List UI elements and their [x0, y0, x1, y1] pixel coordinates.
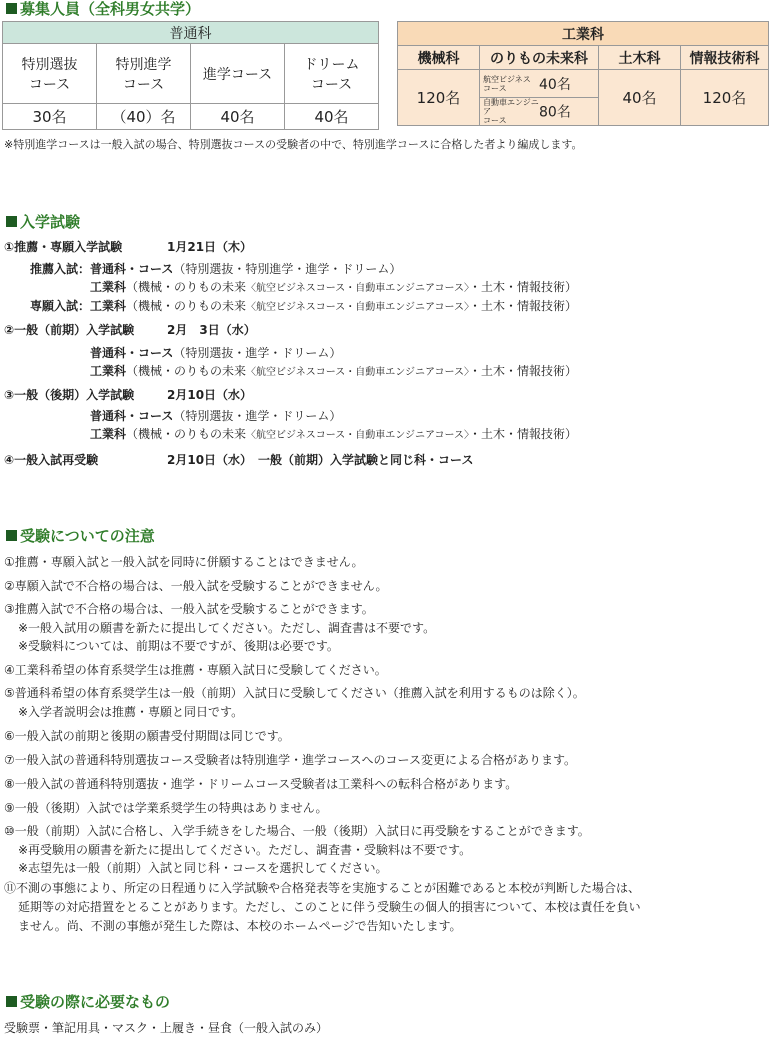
dept-joho: 情報技術科	[681, 46, 769, 70]
general-ippan-kouki: 普通科・コース（特別選抜・進学・ドリーム）	[90, 409, 342, 423]
automotive-label: 自動車エンジニア コース	[483, 98, 539, 125]
recruit-title: 募集人員（全科男女共学）	[6, 0, 200, 19]
section-square-icon	[6, 3, 17, 14]
cap-tokubetsu-shingaku: （40）名	[97, 104, 191, 130]
caution-10-note-a: ※再受験用の願書を新たに提出してください。ただし、調査書・受験料は不要です。	[18, 843, 472, 857]
cap-tokubetsu-senbatsu: 30名	[3, 104, 97, 130]
needs-title: 受験の際に必要なもの	[6, 991, 170, 1012]
exam-item-3: ③一般（後期）入学試験 2月10日（水）	[4, 388, 253, 402]
section-square-icon	[6, 530, 17, 541]
automotive-cap: 80名	[539, 104, 571, 121]
exam-item-2: ②一般（前期）入学試験 2月 3日（水）	[4, 323, 256, 337]
caution-5-note: ※入学者説明会は推薦・専願と同日です。	[18, 705, 244, 719]
cautions-title: 受験についての注意	[6, 525, 155, 546]
caution-8: ⑧一般入試の普通科特別選抜・進学・ドリームコース受験者は工業科への転科合格があります。	[4, 777, 518, 791]
course-tokubetsu-senbatsu: 特別選抜 コース	[3, 44, 97, 104]
course-tokubetsu-shingaku: 特別進学 コース	[97, 44, 191, 104]
exam-item-1: ①推薦・専願入学試験 1月21日（木）	[4, 240, 253, 254]
cap-kikai: 120名	[398, 70, 480, 126]
aviation-cap: 40名	[539, 76, 571, 93]
cap-doboku: 40名	[599, 70, 681, 126]
norimono-aviation	[480, 70, 599, 98]
exam-title: 入学試験	[6, 211, 80, 232]
industrial-ippan-kouki: 工業科（機械・のりもの未来〈航空ビジネスコース・自動車エンジニアコース〉・土木・情報技術）	[90, 427, 577, 441]
caution-11-cont-b: ません。尚、不測の事態が発生した際は、本校のホームページで告知いたします。	[18, 919, 462, 933]
industrial-course-table	[397, 21, 769, 126]
course-shingaku: 進学コース	[191, 44, 285, 104]
caution-4: ④工業科希望の体育系奨学生は推薦・専願入試日に受験してください。	[4, 663, 387, 677]
section-square-icon	[6, 996, 17, 1007]
cap-shingaku: 40名	[191, 104, 285, 130]
suisen-general: 推薦入試：普通科・コース（特別選抜・特別進学・進学・ドリーム）	[30, 262, 402, 276]
exam-item-4: ④一般入試再受験 2月10日（水） 一般（前期）入学試験と同じ科・コース	[4, 453, 474, 467]
section-square-icon	[6, 216, 17, 227]
dept-doboku: 土木科	[599, 46, 681, 70]
caution-5: ⑤普通科希望の体育系奨学生は一般（前期）入試日に受験してください（推薦入試を利用するものは除く）。	[4, 686, 585, 700]
cap-joho: 120名	[681, 70, 769, 126]
recruit-note: ※特別進学コースは一般入試の場合、特別選抜コースの受験者の中で、特別進学コースに合格した者より編成します。	[4, 138, 583, 151]
cap-dream: 40名	[285, 104, 379, 130]
course-dream: ドリーム コース	[285, 44, 379, 104]
industrial-header: 工業科	[398, 22, 769, 46]
caution-10: ⑩一般（前期）入試に合格し、入学手続きをした場合、一般（後期）入試日に再受験をすることができます。	[4, 824, 590, 838]
senkan-industrial: 専願入試：工業科（機械・のりもの未来〈航空ビジネスコース・自動車エンジニアコース〉・土木・情報技術）	[30, 299, 578, 313]
general-ippan-zenki: 普通科・コース（特別選抜・進学・ドリーム）	[90, 346, 342, 360]
caution-9: ⑨一般（後期）入試では学業系奨学生の特典はありません。	[4, 801, 328, 815]
caution-11: ⑪不測の事態により、所定の日程通りに入学試験や合格発表等を実施することが困難であると本校が判断した場合は、	[4, 881, 641, 895]
aviation-label: 航空ビジネス コース	[483, 74, 531, 93]
caution-3-note-a: ※一般入試用の願書を新たに提出してください。ただし、調査書は不要です。	[18, 621, 436, 635]
industrial-ippan-zenki: 工業科（機械・のりもの未来〈航空ビジネスコース・自動車エンジニアコース〉・土木・情報技術）	[90, 364, 577, 378]
caution-3-note-b: ※受験料については、前期は不要ですが、後期は必要です。	[18, 639, 339, 653]
caution-7: ⑦一般入試の普通科特別選抜コース受験者は特別進学・進学コースへのコース変更による合格があります。	[4, 753, 577, 767]
caution-6: ⑥一般入試の前期と後期の願書受付期間は同じです。	[4, 729, 290, 743]
general-course-table	[2, 21, 379, 130]
general-header: 普通科	[3, 22, 379, 44]
needs-text: 受験票・筆記用具・マスク・上履き・昼食（一般入試のみ）	[4, 1021, 329, 1035]
dept-kikai: 機械科	[398, 46, 480, 70]
dept-norimono: のりもの未来科	[480, 46, 599, 70]
caution-3: ③推薦入試で不合格の場合は、一般入試を受験することができます。	[4, 602, 374, 616]
caution-1: ①推薦・専願入試と一般入試を同時に併願することはできません。	[4, 555, 364, 569]
caution-10-note-b: ※志望先は一般（前期）入試と同じ科・コースを選択してください。	[18, 861, 388, 875]
norimono-automotive	[480, 98, 599, 126]
caution-2: ②専願入試で不合格の場合は、一般入試を受験することができません。	[4, 579, 388, 593]
suisen-industrial: 工業科（機械・のりもの未来〈航空ビジネスコース・自動車エンジニアコース〉・土木・情報技術）	[90, 280, 577, 294]
caution-11-cont-a: 延期等の対応措置をとることがあります。ただし、このことに伴う受験生の個人的損害について、本校は責任を負い	[18, 900, 641, 914]
